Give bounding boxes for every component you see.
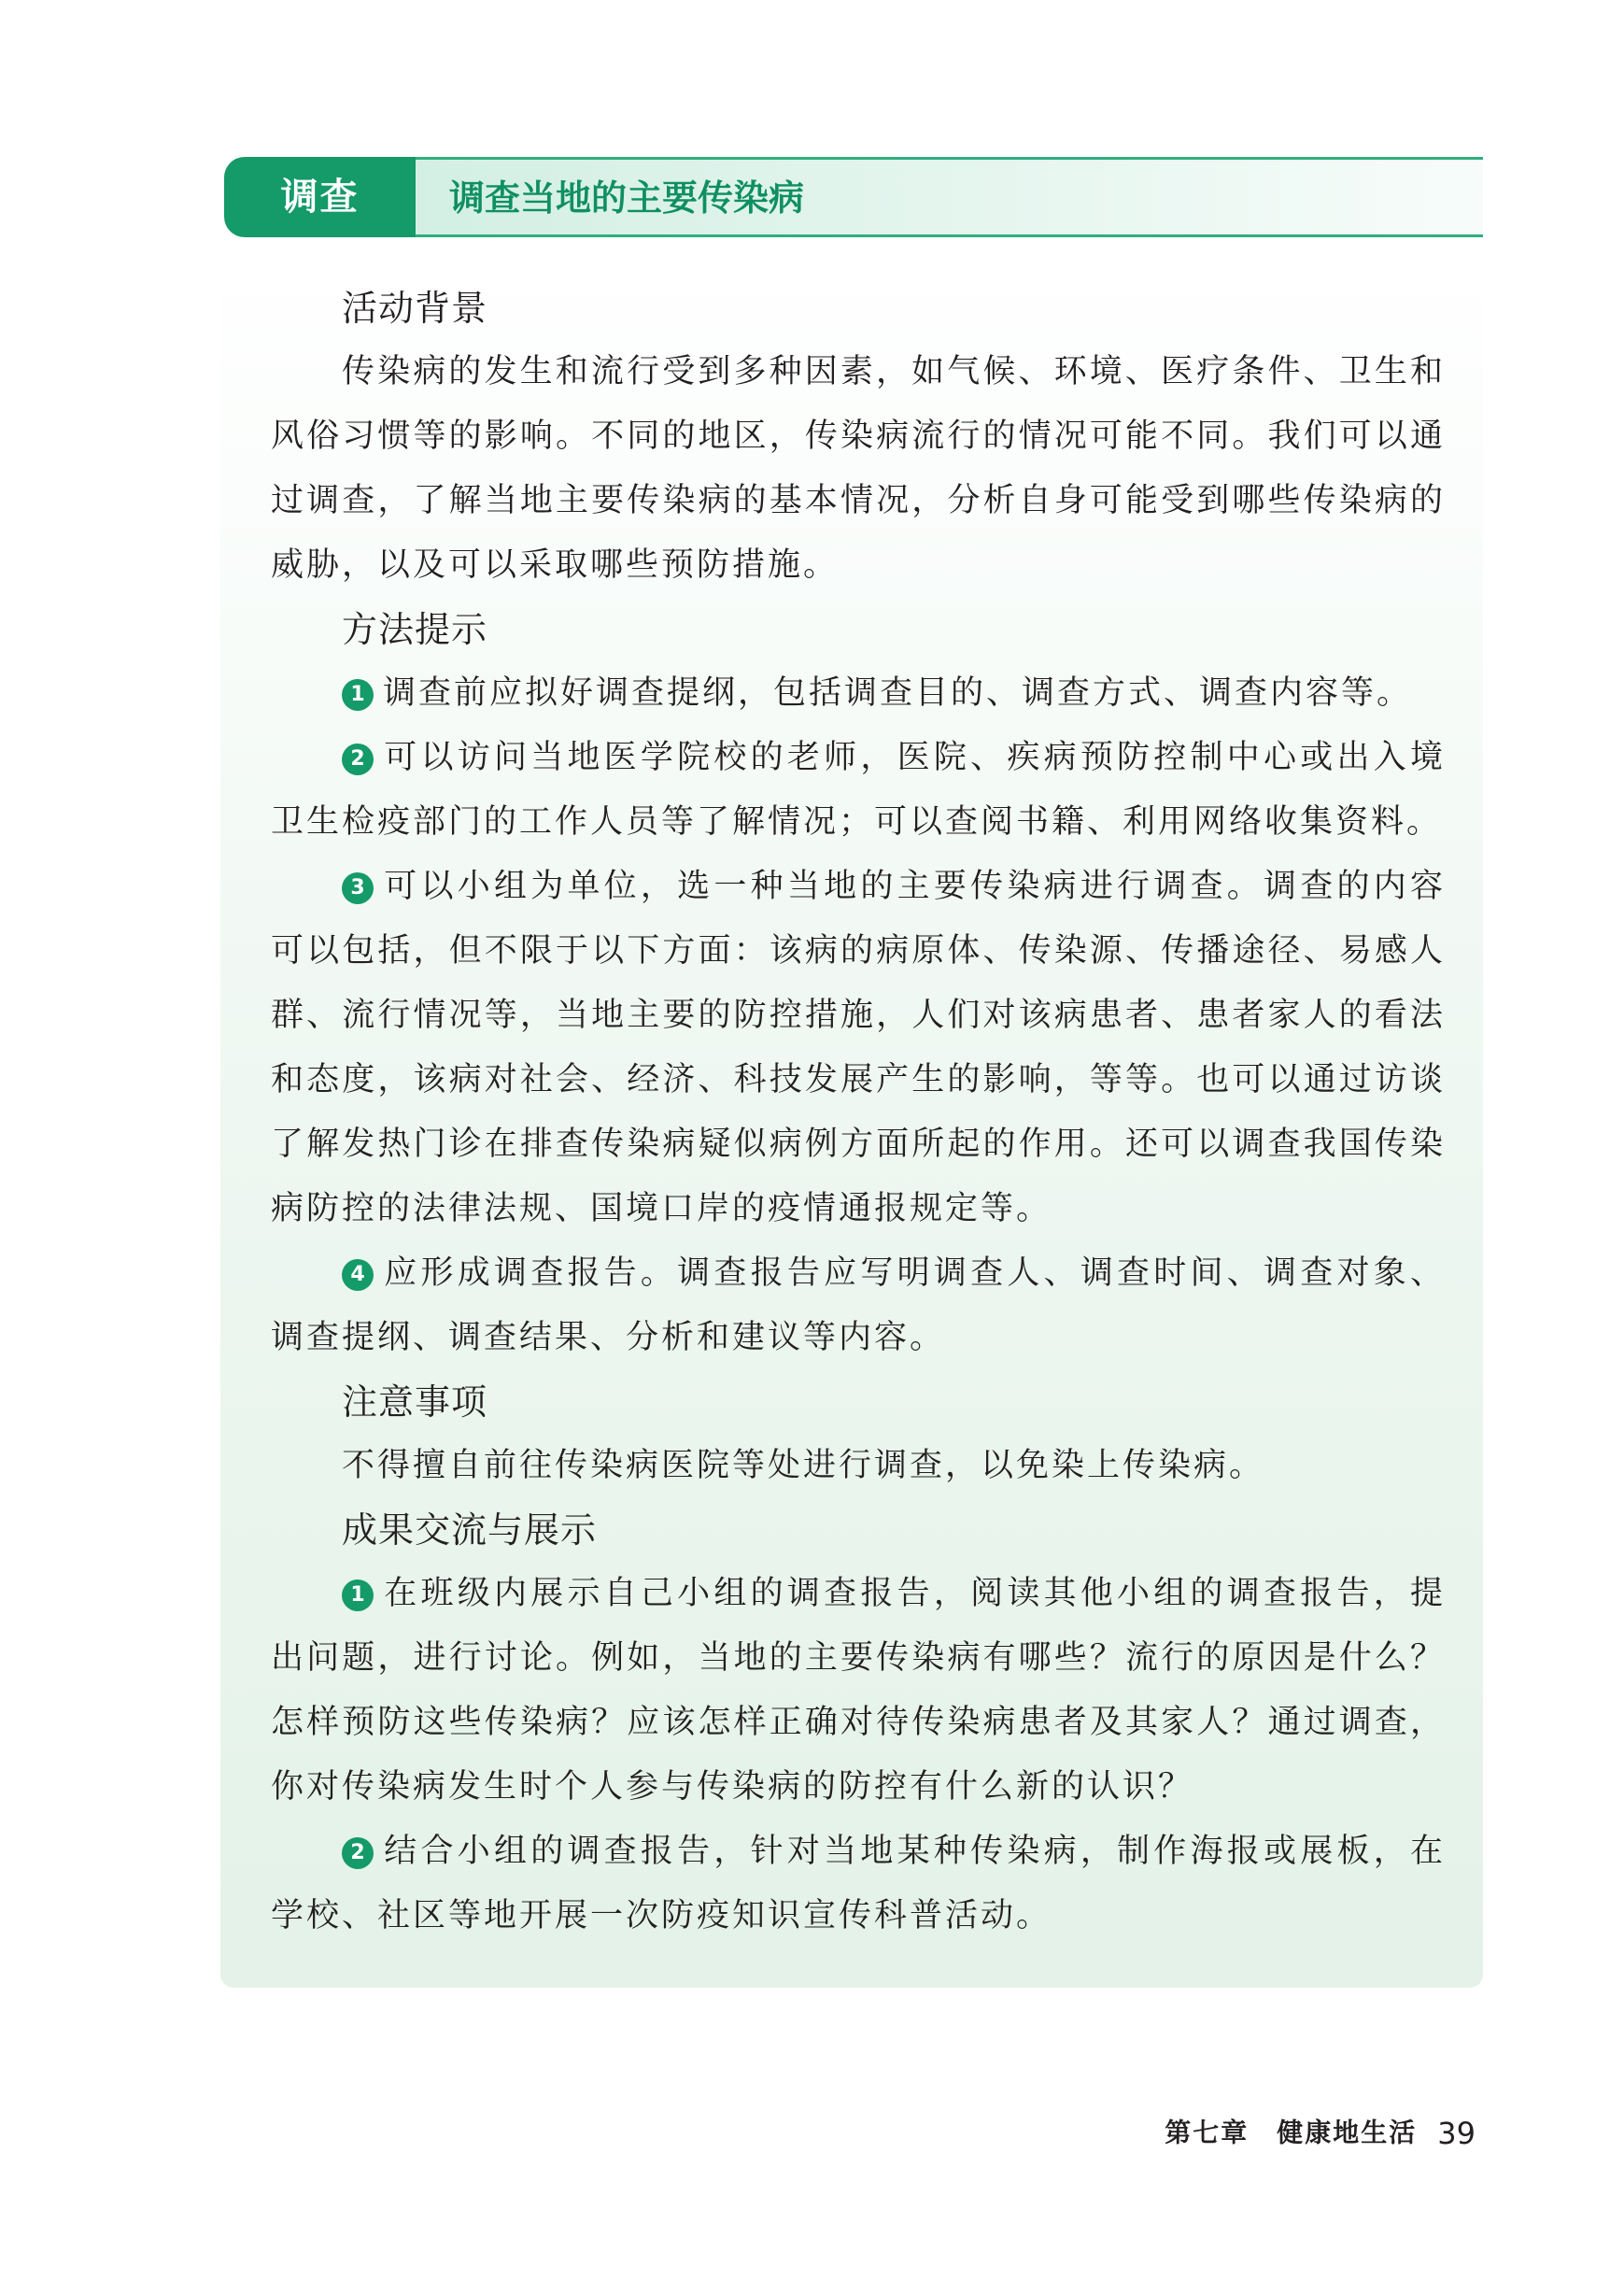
number-badge: 2 xyxy=(342,1837,374,1869)
notes-heading: 注意事项 xyxy=(342,1381,488,1423)
methods-heading: 方法提示 xyxy=(342,609,488,650)
header-tag-badge xyxy=(224,157,416,237)
number-badge: 4 xyxy=(342,1259,374,1291)
number-badge: 2 xyxy=(342,744,374,775)
methods-item-text: 应形成调查报告。调查报告应写明调查人、调查时间、调查对象、调查提纲、调查结果、分析和建议等内容。 xyxy=(271,1254,1446,1356)
methods-item-1 xyxy=(271,661,1446,726)
methods-item-text: 调查前应拟好调查提纲，包括调查目的、调查方式、调查内容等。 xyxy=(383,674,1413,712)
activity-content xyxy=(271,276,1446,1948)
methods-item-text: 可以小组为单位，选一种当地的主要传染病进行调查。调查的内容可以包括，但不限于以下方面：该病的病原体、传染源、传播途径、易感人群、流行情况等，当地主要的防控措施，人们对该病患者、患者家人的看法和态度，该病对社会、经济、科技发展产生的影响，等等。也可以通过访谈了解发热门诊在排查传染病疑似病例方面所起的作用。还可以调查我国传染病防控的法律法规、国境口岸的疫情通报规定等。 xyxy=(271,868,1446,1227)
page-number: 39 xyxy=(1437,2115,1476,2151)
methods-item-text: 可以访问当地医学院校的老师，医院、疾病预防控制中心或出入境卫生检疫部门的工作人员等了解情况；可以查阅书籍、利用网络收集资料。 xyxy=(271,739,1446,841)
results-item-text: 在班级内展示自己小组的调查报告，阅读其他小组的调查报告，提出问题，进行讨论。例如，当地的主要传染病有哪些？流行的原因是什么？怎样预防这些传染病？应该怎样正确对待传染病患者及其家人？通过调查，你对传染病发生时个人参与传染病的防控有什么新的认识？ xyxy=(271,1575,1446,1806)
results-heading: 成果交流与展示 xyxy=(342,1509,598,1551)
methods-item-3 xyxy=(271,855,1446,1241)
page-title: 调查当地的主要传染病 xyxy=(449,177,805,219)
results-item-1 xyxy=(271,1562,1446,1820)
number-badge: 1 xyxy=(342,679,374,711)
section-header xyxy=(224,157,1483,237)
notes-text: 不得擅自前往传染病医院等处进行调查，以免染上传染病。 xyxy=(342,1447,1265,1484)
background-text: 传染病的发生和流行受到多种因素，如气候、环境、医疗条件、卫生和风俗习惯等的影响。不同的地区，传染病流行的情况可能不同。我们可以通过调查，了解当地主要传染病的基本情况，分析自身可能受到哪些传染病的威胁，以及可以采取哪些预防措施。 xyxy=(271,353,1446,584)
header-title-bar xyxy=(416,157,1483,237)
number-badge: 3 xyxy=(342,872,374,904)
page-footer xyxy=(1165,2109,1476,2156)
chapter-label: 第七章 健康地生活 xyxy=(1165,2117,1418,2148)
methods-item-2 xyxy=(271,726,1446,855)
results-item-text: 结合小组的调查报告，针对当地某种传染病，制作海报或展板，在学校、社区等地开展一次防疫知识宣传科普活动。 xyxy=(271,1833,1446,1934)
header-tag-label: 调查 xyxy=(280,176,360,219)
number-badge: 1 xyxy=(342,1580,374,1611)
background-heading: 活动背景 xyxy=(342,288,488,329)
methods-item-4 xyxy=(271,1241,1446,1370)
results-item-2 xyxy=(271,1820,1446,1948)
